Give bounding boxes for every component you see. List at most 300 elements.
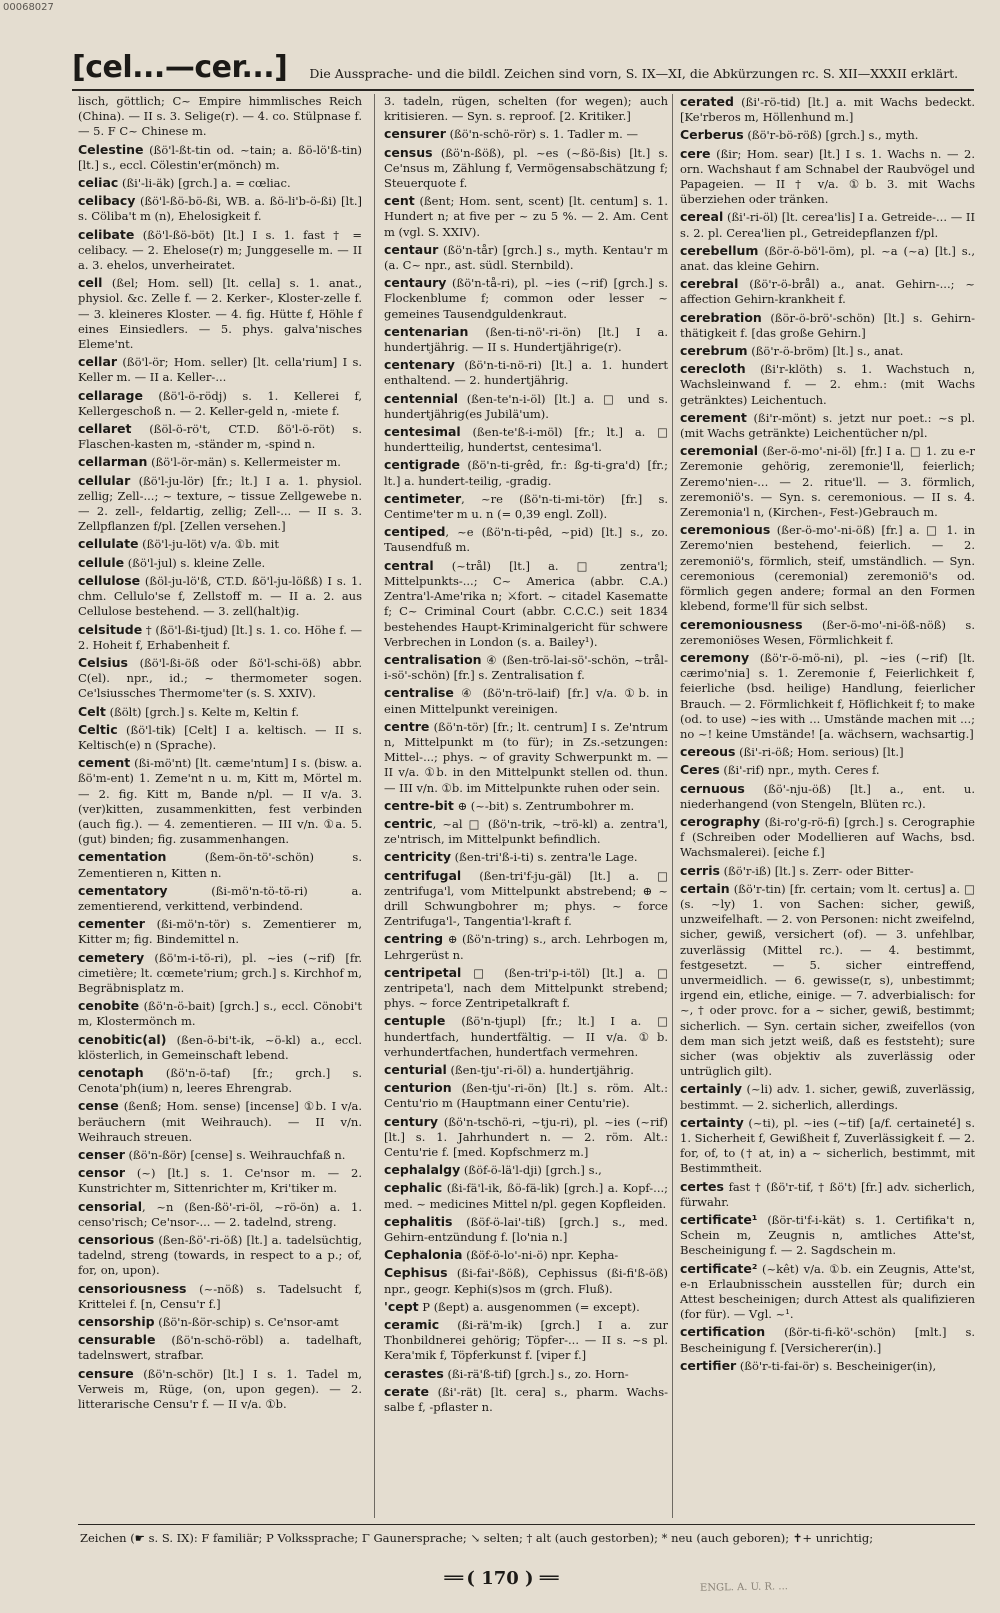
entry-definition: fast † (ßö'r-tif, † ßö't) [fr.] adv. sicherlich, fürwahr. — [680, 1179, 975, 1209]
dictionary-entry — [384, 324, 668, 355]
entry-definition: (ßi-mö'n-tö-tö-ri) a. zementierend, verkittend, verbindend. — [78, 883, 362, 913]
entry-headword: centrifugal — [384, 867, 462, 883]
entry-headword: censer — [78, 1147, 125, 1162]
entry-headword: cenobite — [78, 998, 140, 1014]
dictionary-entry — [78, 849, 362, 880]
entry-headword: cellular — [78, 472, 131, 488]
entry-definition: (ßi-mö'n-tör) s. Zementierer m, Kitter m; fig. Bindemittel n. — [78, 917, 362, 947]
dictionary-entry — [78, 555, 362, 571]
entry-definition: (ßö'n-ö-taf) [fr.; grch.] s. Cenota'ph(ium) n, leeres Ehrengrab. — [78, 1065, 362, 1096]
entry-definition: (ßö'-nju-öß) [lt.] a., ent. u. niederhangend (von Stengeln, Blüten rc.). — [680, 781, 975, 811]
entry-definition: (ßenß; Hom. sense) [incense] ①b. I v/a. beräuchern (mit Weihrauch). — II v/n. Weihrauch streuen. — [78, 1099, 362, 1144]
entry-headword: Cerberus — [680, 127, 744, 143]
entry-headword: censure — [78, 1365, 134, 1381]
dictionary-entry — [384, 391, 668, 422]
page-number: ══ ( 170 ) ══ — [444, 1568, 556, 1589]
dictionary-entry — [78, 275, 362, 352]
entry-definition: (ßöf-ö-lo'-ni-ö) npr. Kepha- — [462, 1248, 619, 1263]
dictionary-entry — [78, 94, 362, 140]
entry-headword: celsitude — [78, 621, 143, 637]
page-number-ornament: ══ — [539, 1568, 556, 1589]
dictionary-entry — [78, 175, 362, 191]
entry-definition: ⊕ (~-bit) s. Zentrumbohrer m. — [453, 798, 635, 813]
entry-definition: (~kêt) v/a. ①b. ein Zeugnis, Atte'st, e-n Erlaubnisschein ausstellen für; durch ein Attest bescheinigen; durch Attest als qualifizieren (for für). — Vgl. ~¹. — [680, 1261, 975, 1322]
entry-headword: ceremony — [680, 649, 750, 665]
entry-headword: ceremonious — [680, 522, 771, 538]
entry-definition: (ßö'l-ju-löt) v/a. ①b. mit — [138, 537, 279, 552]
entry-headword: cephalitis — [384, 1213, 453, 1229]
dictionary-entry — [680, 443, 975, 520]
entry-headword: centimeter — [384, 490, 462, 506]
entry-definition: (ßör-ti-fi-kö'-schön) [mlt.] s. Bescheinigung f. [Versicherer(in).] — [680, 1325, 975, 1355]
entry-definition: (ßö'n-ö-bait) [grch.] s., eccl. Cönobi't m, Klostermönch m. — [78, 999, 362, 1029]
entry-headword: Cephisus — [384, 1265, 448, 1281]
dictionary-entry — [384, 652, 668, 683]
entry-headword: centaur — [384, 241, 439, 257]
dictionary-entry — [680, 310, 975, 341]
entry-definition: (ßi-fai'-ßöß), Cephissus (ßi-fi'ß-öß) npr., geogr. Kephi(s)sos m (grch. Fluß). — [384, 1266, 668, 1296]
dictionary-entry — [384, 931, 668, 962]
entry-definition: (ßöl-ju-lö'ß, CT.D. ßö'l-ju-lößß) I s. 1. chm. Cellulo'se f, Zellstoff m. — II a. 2. aus Cellulose bestehend. — 3. zell(halt)ig. — [78, 573, 362, 619]
dictionary-entry — [78, 1032, 362, 1063]
dictionary-entry — [680, 522, 975, 614]
dictionary-entry — [384, 965, 668, 1012]
entry-definition: (~li) adv. 1. sicher, gewiß, zuverlässig, bestimmt. — 2. sicherlich, allerdings. — [680, 1082, 975, 1112]
dictionary-entry — [680, 243, 975, 274]
dictionary-entry — [680, 1179, 975, 1210]
dictionary-entry — [384, 1247, 668, 1263]
dictionary-entry — [78, 916, 362, 947]
entry-definition: (~ti), pl. ~ies (~tif) [a/f. certaineté] s. 1. Sicherheit f, Gewißheit f, Zuverlässigkeit f. — 2. for, of, to († at, in) a ~ sicherlich, bestimmt, mit Bestimmtheit. — [680, 1115, 975, 1176]
dictionary-entry — [78, 1098, 362, 1145]
entry-definition: (ßöf-ö-lä'l-dji) [grch.] s., — [460, 1163, 602, 1178]
entry-headword: Celsius — [78, 654, 128, 670]
entry-definition: , ~al □ (ßö'n-trik, ~trö-kl) a. zentra'l, ze'ntrisch, im Mittelpunkt befindlich. — [384, 816, 668, 847]
entry-headword: centripetal — [384, 964, 462, 980]
entry-definition: (ßö'n-tschö-ri, ~tju-ri), pl. ~ies (~rif) [lt.] s. 1. Jahrhundert n. — 2. röm. Alt.: Centu'rie f. [med. Kopfschmerz m.] — [384, 1114, 668, 1159]
dictionary-entry — [384, 1062, 668, 1078]
dictionary-entry — [78, 388, 362, 419]
entry-definition: (ßöf-ö-lai'-tiß) [grch.] s., med. Gehirn-entzündung f. [lo'nia n.] — [384, 1214, 668, 1245]
entry-headword: cemetery — [78, 949, 145, 965]
entry-definition: ④ (ßö'n-trö-laif) [fr.] v/a. ①b. in einen Mittelpunkt vereinigen. — [384, 686, 668, 716]
dictionary-entry — [384, 868, 668, 930]
entry-definition: (ßer-ö-mo'-ni-öß) [fr.] a. □ 1. in Zeremo'nien bestehend, feierlich. — 2. zeremoniö's, förmlich, steif, umständlich. — Syn. ceremonious (ceremonial) zeremoniö's od. förmlich gegen andere; formal an den Formen klebend, forme'll für sich selbst. — [680, 523, 975, 614]
entry-headword: cerebration — [680, 309, 762, 325]
dictionary-entry — [384, 1114, 668, 1161]
entry-definition: (ßö'l-ö-rödj) s. 1. Kellerei f, Kellergeschoß n. — 2. Keller-geld n, -miete f. — [78, 388, 362, 418]
dictionary-entry — [78, 998, 362, 1029]
entry-headword: cerement — [680, 409, 747, 425]
dictionary-entry — [384, 849, 668, 865]
entry-definition: (ßö'r-ö-mö-ni), pl. ~ies (~rif) [lt. cærimo'nia] s. 1. Zeremonie f, Feierlichkeit f, feierliche (bsd. heilige) Handlung, feierlicher Brauch. — 2. Förmlichkeit f, Höflichkeit f; to make (od. to use) ~ies with ... Umstände machen mit ...; no ~! keine Umstände! [a. wächsern, wachsartig.] — [680, 650, 975, 741]
dictionary-entry — [680, 209, 975, 240]
entry-headword: cellule — [78, 554, 125, 570]
dictionary-entry — [384, 1384, 668, 1415]
entry-headword: certificate¹ — [680, 1212, 758, 1228]
entry-headword: central — [384, 557, 434, 573]
entry-headword: censorship — [78, 1314, 155, 1330]
entry-definition: (ßö'l-ßi-öß oder ßö'l-schi-öß) abbr. C(el). npr., id.; ~ thermometer sogen. Ce'lsiussches Thermome'ter (s. S. XXIV). — [78, 655, 362, 701]
entry-headword: 'cept — [384, 1298, 419, 1314]
entry-definition: (ßö'n-schö-rör) s. 1. Tadler m. — — [445, 127, 638, 142]
page-number-ornament: ══ — [444, 1568, 461, 1589]
dictionary-entry — [680, 1324, 975, 1355]
entry-headword: centralisation — [384, 651, 482, 667]
entry-definition: (ßö'm-i-tö-ri), pl. ~ies (~rif) [fr. cimetière; lt. cœmete'rium; grch.] s. Kirchhof m, Begräbnisplatz m. — [78, 950, 362, 995]
entry-definition: (ßent; Hom. sent, scent) [lt. centum] s. 1. Hundert n; at five per ~ zu 5 %. — 2. Am. Cent m (vgl. S. XXIV). — [384, 194, 668, 239]
entry-definition: (ßer-ö-mo'-ni-öl) [fr.] I a. □ 1. zu e-r Zeremonie gehörig, zeremonie'll, feierlich; Zeremo'nien-... — 2. ritue'll. — 3. förmlich, zeremoniö's. — Syn. s. ceremonious. — II s. 4. Zeremonia'l n, (Kirchen-, Fest-)Gebrauch m. — [680, 444, 975, 520]
entry-definition: (ßö'l-jul) s. kleine Zelle. — [124, 555, 266, 570]
entry-definition: (ßi'r-mönt) s. jetzt nur poet.: ~s pl. (mit Wachs getränkte) Leichentücher n/pl. — [680, 410, 975, 441]
entry-definition: (ßö'n-tör) [fr.; lt. centrum] I s. Ze'ntrum n, Mittelpunkt m (to für); in Zs.-setzungen: Mittel-...; phys. ~ of gravity Schwerpunkt m. — II v/a. ①b. in den Mittelpunkt stellen od. thun. — III v/n. ①b. im Mittelpunkte ruhen oder sein. — [384, 719, 668, 795]
entry-headword: cerated — [680, 94, 734, 109]
dictionary-entry — [78, 655, 362, 702]
entry-definition: (ßö'l-ju-lör) [fr.; lt.] I a. 1. physiol. zellig; Zell-...; ~ texture, ~ tissue Zellgewebe n. — 2. zell-, feldartig, zellig; Zell-... — II s. 3. Zellpflanzen f/pl. [Zellen versehen.] — [78, 473, 362, 534]
entry-headword: centesimal — [384, 424, 461, 440]
dictionary-entry — [384, 357, 668, 388]
entry-headword: certain — [680, 880, 730, 896]
archive-id: 00068027 — [3, 2, 54, 13]
entry-headword: cenobitic(al) — [78, 1031, 167, 1047]
entry-definition: (ßöl-ö-rö't, CT.D. ßö'l-ö-röt) s. Flaschen-kasten m, -ständer m, -spind n. — [78, 422, 362, 452]
entry-definition: (ßör-ti'f-i-kät) s. 1. Certifika't n, Schein m, Zeugnis n, amtliches Atte'st, Bescheinigung f. — 2. Sagdschein m. — [680, 1213, 975, 1258]
entry-definition: (ßö'n-tår) [grch.] s., myth. Kentau'r m (a. C~ npr., ast. südl. Sternbild). — [384, 242, 668, 273]
dictionary-entry — [680, 617, 975, 648]
dictionary-entry — [384, 94, 668, 124]
dictionary-entry — [680, 744, 975, 760]
entry-headword: ceremonial — [680, 443, 759, 459]
dictionary-entry — [384, 798, 668, 814]
dictionary-entry — [78, 622, 362, 653]
entry-headword: cellarman — [78, 454, 148, 470]
dictionary-entry — [78, 142, 362, 173]
entry-headword: centuple — [384, 1013, 446, 1029]
entry-definition: (ßö'n-tjupl) [fr.; lt.] I a. □ hundertfach, hundertfältig. — II v/a. ①b. verhundertfachen, hundertfach vermehren. — [384, 1014, 668, 1059]
entry-definition: (ßö'l-ßö-böt) [lt.] I s. 1. fast † = celibacy. — 2. Ehelose(r) m; Junggeselle m. — II a. 3. ehelos, unverheiratet. — [78, 227, 362, 273]
entry-headword: cementation — [78, 849, 167, 865]
entry-headword: cerris — [680, 862, 720, 878]
entry-definition: (ßö'n-schö-röbl) a. tadelhaft, tadelnswert, strafbar. — [78, 1333, 362, 1363]
entry-definition: (ßö'r-iß) [lt.] s. Zerr- oder Bitter- — [719, 863, 914, 878]
entry-definition: , ~e (ßö'n-ti-pêd, ~pid) [lt.] s., zo. Tausendfuß m. — [384, 525, 668, 555]
entry-definition: (ßö'n-ßör) [cense] s. Weihrauchfaß n. — [124, 1148, 346, 1162]
entry-headword: ceramic — [384, 1317, 440, 1333]
entry-headword: certificate² — [680, 1260, 758, 1276]
dictionary-entry — [680, 762, 975, 778]
entry-definition: (~) [lt.] s. 1. Ce'nsor m. — 2. Kunstrichter m, Sittenrichter m, Kri'tiker m. — [78, 1166, 362, 1196]
entry-headword: cereal — [680, 209, 724, 225]
entry-definition: (ßen-te'n-i-öl) [lt.] a. □ und s. hundertjährig(es Jubilä'um). — [384, 391, 668, 421]
page-header — [72, 44, 982, 84]
entry-definition: (ßölt) [grch.] s. Kelte m, Keltin f. — [105, 704, 300, 719]
dictionary-entry — [680, 814, 975, 861]
dictionary-entry — [384, 1366, 668, 1382]
entry-headword: centring — [384, 931, 444, 947]
entry-definition: (~trål) [lt.] a. □ zentra'l; Mittelpunkts-...; C~ America (abbr. C.A.) Zentra'l-Ame'rika n; ⚔fort. ~ citadel Kasematte f; C~ Criminal Court (abbr. C.C.C.) seit 1834 bestehendes Haupt-Kriminalgericht für schwere Verbrechen in London (s. a. Bailey¹). — [384, 558, 668, 649]
entry-headword: centre-bit — [384, 797, 454, 813]
dictionary-entry — [384, 1013, 668, 1060]
dictionary-entry — [384, 1317, 668, 1364]
dictionary-entry — [384, 524, 668, 555]
footer-legend: Zeichen (☛ s. S. IX): F familiär; P Volkssprache; Γ Gaunersprache; ↘ selten; † alt (auch gestorben); * neu (auch geboren); ✝+ unrichtig; — [80, 1531, 874, 1545]
entry-headword: cenotaph — [78, 1064, 144, 1080]
dictionary-entry — [78, 704, 362, 720]
bleed-through-text: ENGL. A. U. R. ... — [699, 1581, 788, 1594]
dictionary-entry — [384, 1080, 668, 1111]
dictionary-entry — [78, 722, 362, 753]
dictionary-entry — [680, 146, 975, 208]
entry-headword: cellulate — [78, 536, 139, 552]
page-range-title: [cel...—cer...] — [72, 50, 288, 85]
entry-definition: (ßö'n-ßör-schip) s. Ce'nsor-amt — [154, 1315, 339, 1330]
dictionary-entry — [78, 1332, 362, 1363]
entry-definition: , ~n (ßen-ßö'-ri-öl, ~rö-ön) a. 1. censo'risch; Ce'nsor-... — 2. tadelnd, streng. — [78, 1199, 362, 1229]
dictionary-entry — [384, 719, 668, 796]
entry-definition: (ßen-ti-nö'-ri-ön) [lt.] I a. hundertjährig. — II s. Hundertjährige(r). — [384, 324, 668, 355]
dictionary-entry — [384, 1299, 668, 1315]
header-divider — [72, 89, 974, 91]
entry-definition: (ßi-rä'm-ik) [grch.] I a. zur Thonbildnerei gehörig; Töpfer-... — II s. ~s pl. Kera'mik f, Töpferkunst f. [viper f.] — [384, 1318, 668, 1363]
dictionary-entry — [680, 127, 975, 143]
dictionary-entry — [384, 1162, 668, 1178]
entry-headword: cementer — [78, 916, 145, 932]
entry-definition: (ßö'l-tik) [Celt] I a. keltisch. — II s. Keltisch(e) n (Sprache). — [78, 722, 362, 752]
entry-definition: (ßi'r-klöth) s. 1. Wachstuch n, Wachsleinwand f. — 2. ehm.: (mit Wachs getränktes) Leichentuch. — [680, 362, 975, 407]
dictionary-entry — [384, 126, 668, 142]
dictionary-entry — [78, 193, 362, 224]
entry-definition: (ßö'r-bö-röß) [grch.] s., myth. — [743, 128, 919, 143]
entry-headword: ceremoniousness — [680, 616, 803, 632]
dictionary-entry — [78, 1314, 362, 1330]
entry-definition: (ßö'n-ßöß), pl. ~es (~ßö-ßis) [lt.] s. Ce'nsus m, Zählung f, Vermögensabschätzung f; Steuerquote f. — [384, 145, 668, 191]
entry-headword: cement — [78, 755, 131, 771]
entry-headword: cerebellum — [680, 242, 759, 258]
entry-headword: certainly — [680, 1081, 743, 1097]
entry-definition: ④ (ßen-trö-lai-sö'-schön, ~trål-i-sö'-schön) [fr.] s. Zentralisation f. — [384, 652, 668, 683]
dictionary-entry — [680, 1358, 975, 1374]
dictionary-entry — [78, 883, 362, 914]
dictionary-entry — [384, 242, 668, 273]
entry-headword: censoriousness — [78, 1280, 187, 1296]
dictionary-entry — [680, 650, 975, 742]
dictionary-entry — [384, 1214, 668, 1245]
entry-definition: (ßi'-ri-öl) [lt. cerea'lis] I a. Getreide-... — II s. 2. pl. Cerea'lien pl., Getreidepflanzen f/pl. — [680, 210, 975, 240]
entry-definition: (ßen-ö-bi't-ik, ~ö-kl) a., eccl. klösterlich, in Gemeinschaft lebend. — [78, 1032, 362, 1062]
entry-definition: , ~re (ßö'n-ti-mi-tör) [fr.] s. Centime'ter m u. n (= 0,39 engl. Zoll). — [384, 491, 668, 522]
entry-headword: centiped — [384, 524, 446, 540]
entry-definition: (~-nöß) s. Tadelsucht f, Krittelei f. [n, Censu'r f.] — [78, 1281, 362, 1311]
entry-headword: cementatory — [78, 882, 168, 898]
entry-headword: Ceres — [680, 762, 720, 778]
dictionary-entry — [680, 881, 975, 1080]
dictionary-entry — [78, 1165, 362, 1196]
entry-definition: (ßi'-rät) [lt. cera] s., pharm. Wachs-salbe f, -pflaster n. — [384, 1384, 668, 1415]
dictionary-entry — [384, 193, 668, 240]
entry-definition: P (ßept) a. ausgenommen (= except). — [418, 1299, 640, 1314]
entry-definition: (ßö'r-ö-bröm) [lt.] s., anat. — [747, 344, 904, 359]
entry-headword: century — [384, 1113, 438, 1129]
entry-headword: censorial — [78, 1198, 142, 1214]
entry-headword: centric — [384, 815, 433, 831]
dictionary-entry — [384, 145, 668, 192]
entry-headword: cephalalgy — [384, 1162, 461, 1178]
entry-definition: (ßö'l-ör-män) s. Kellermeister m. — [147, 455, 341, 470]
entry-headword: centre — [384, 718, 430, 734]
dictionary-entry — [384, 457, 668, 488]
column-divider — [672, 94, 673, 1518]
entry-headword: cellarage — [78, 387, 143, 403]
entry-definition: ⊕ (ßö'n-tring) s., arch. Lehrbogen m, Lehrgerüst n. — [384, 932, 668, 962]
entry-headword: certifier — [680, 1357, 737, 1373]
dictionary-entry — [680, 361, 975, 408]
entry-definition: □ (ßen-tri'p-i-töl) [lt.] a. □ zentripeta'l, nach dem Mittelpunkt strebend; phys. ~ force Zentripetalkraft f. — [384, 965, 668, 1011]
entry-headword: cephalic — [384, 1180, 443, 1196]
entry-definition: (ßen-ßö'-ri-öß) [lt.] a. tadelsüchtig, tadelnd, streng (towards, in respect to a p.; of, for, on, upon). — [78, 1233, 362, 1278]
entry-headword: centenary — [384, 357, 455, 373]
dictionary-entry — [680, 1212, 975, 1259]
dictionary-entry — [78, 227, 362, 274]
entry-headword: centricity — [384, 849, 452, 865]
dictionary-entry — [78, 454, 362, 470]
entry-headword: centralise — [384, 685, 454, 701]
entry-headword: cerate — [384, 1383, 429, 1399]
entry-definition: (ßi'-rif) npr., myth. Ceres f. — [719, 763, 880, 778]
entry-definition: (ßen-te'ß-i-möl) [fr.; lt.] a. □ hundertteilig, hundertst, centesima'l. — [384, 425, 668, 455]
dictionary-entry — [78, 354, 362, 385]
dictionary-entry — [78, 421, 362, 452]
entry-definition: (ßi-mö'nt) [lt. cæme'ntum] I s. (bisw. a. ßö'm-ent) 1. Zeme'nt n u. m, Kitt m, Mörtel m. — 2. fig. Kitt m, Bande n/pl. — II v/a. 3. (ver)kitten, zusammenkitten, fest verbinden (auch fig.). — 4. zementieren. — III v/n. ①a. 5. (gut) binden; fig. zusammenhangen. — [78, 756, 362, 847]
dictionary-entry — [680, 343, 975, 359]
entry-headword: cereous — [680, 744, 736, 760]
entry-headword: certainty — [680, 1114, 744, 1130]
entry-definition: (ßi-fä'l-ik, ßö-fä-lik) [grch.] a. Kopf-...; med. ~ medicines Mittel n/pl. gegen Kopfleiden. — [384, 1181, 668, 1211]
entry-definition: (ßen-tri'ß-i-ti) s. zentra'le Lage. — [451, 850, 638, 865]
entry-headword: Celt — [78, 703, 106, 719]
entry-headword: cell — [78, 275, 103, 291]
entry-definition: (ßi'-li-äk) [grch.] a. = cœliac. — [118, 176, 291, 191]
dictionary-entry — [78, 755, 362, 847]
entry-headword: centurial — [384, 1061, 447, 1077]
dictionary-entry — [78, 573, 362, 620]
dictionary-entry — [680, 1261, 975, 1323]
entry-definition: (ßö'l-ßö-bö-ßi, WB. a. ßö-li'b-ö-ßi) [lt.] s. Cöliba't m (n), Ehelosigkeit f. — [78, 194, 362, 224]
entry-headword: celiac — [78, 175, 119, 191]
dictionary-entry — [78, 1281, 362, 1312]
dictionary-entry — [680, 781, 975, 812]
entry-headword: census — [384, 144, 433, 160]
column-right — [680, 94, 975, 1376]
entry-headword: Cephalonia — [384, 1247, 463, 1263]
entry-definition: † (ßö'l-ßi-tjud) [lt.] s. 1. co. Höhe f. — 2. Hoheit f, Erhabenheit f. — [78, 622, 362, 652]
dictionary-entry — [384, 816, 668, 847]
entry-definition: (ßi-rä'ß-tif) [grch.] s., zo. Horn- — [443, 1366, 629, 1381]
dictionary-entry — [78, 1065, 362, 1096]
entry-headword: cerebral — [680, 276, 739, 292]
entry-definition: (ßö'r-ö-brål) a., anat. Gehirn-...; ~ affection Gehirn-krankheit f. — [680, 277, 975, 307]
entry-headword: centurion — [384, 1080, 452, 1096]
entry-headword: censor — [78, 1165, 125, 1181]
dictionary-entry — [78, 1147, 362, 1163]
entry-definition: (ßen-tju'-ri-ön) [lt.] s. röm. Alt.: Centu'rio m (Hauptmann einer Centu'rie). — [384, 1081, 668, 1111]
entry-definition: (ßen-tju'-ri-öl) a. hundertjährig. — [446, 1062, 634, 1077]
dictionary-entry — [680, 94, 975, 125]
dictionary-entry — [680, 1081, 975, 1112]
header-notice: Die Aussprache- und die bildl. Zeichen sind vorn, S. IX—XI, die Abkürzungen rc. S. XII—XXXII erklärt. — [309, 66, 959, 81]
entry-definition: 3. tadeln, rügen, schelten (for wegen); auch kritisieren. — Syn. s. reproof. [2. Kritiker.] — [384, 94, 668, 124]
entry-definition: (ßel; Hom. sell) [lt. cella] s. 1. anat., physiol. &c. Zelle f. — 2. Kerker-, Kloster-zelle f. — 3. kleineres Kloster. — 4. fig. Hütte f, Höhle f eines Einsiedlers. — 5. phys. galva'nisches Eleme'nt. — [78, 276, 362, 352]
entry-headword: censurable — [78, 1332, 156, 1348]
entry-headword: Celtic — [78, 721, 118, 737]
entry-headword: cerastes — [384, 1365, 444, 1381]
page-number-value: 170 — [481, 1568, 519, 1589]
entry-headword: cellaret — [78, 421, 132, 437]
footer-divider — [78, 1524, 975, 1525]
dictionary-entry — [78, 950, 362, 997]
entry-definition: (ßem-ön-tö'-schön) s. Zementieren n, Kitten n. — [78, 850, 362, 880]
entry-headword: centaury — [384, 275, 447, 291]
entry-headword: centigrade — [384, 457, 461, 473]
entry-definition: (ßö'r-tin) [fr. certain; vom lt. certus] a. □ (s. ~ly) 1. von Sachen: sicher, gewiß, unzweifelhaft. — 2. von Personen: nicht zweifelnd, sicher, gewiß, versichert (of). — 3. unfehlbar, zuverlässig (Mittel rc.). — 4. bestimmt, festgesetzt. — 5. sicher eintreffend, unvermeidlich. — 6. gewisse(r, s), unbestimmt; irgend ein, etliche, einige. — 7. adverbialisch: for ~, † oder provc. for a ~ sicher, gewiß, bestimmt; sicherlich. — Syn. certain sicher, zweifellos (von dem man sich jetzt weiß, daß es feststeht); sure sicher (was objektiv als zuverlässig oder untrüglich gilt). — [680, 881, 975, 1079]
entry-headword: centenarian — [384, 323, 469, 339]
entry-definition: (ßi'-rö-tid) [lt.] a. mit Wachs bedeckt. [Ke'rberos m, Höllenhund m.] — [680, 95, 975, 125]
entry-definition: (ßö'n-ti-grêd, fr.: ßg-ti-gra'd) [fr.; lt.] a. hundert-teilig, -gradig. — [384, 458, 668, 488]
entry-headword: celibacy — [78, 193, 136, 209]
dictionary-entry — [384, 275, 668, 322]
entry-headword: cernuous — [680, 780, 745, 796]
entry-headword: Celestine — [78, 141, 144, 157]
dictionary-entry — [78, 473, 362, 535]
entry-definition: (ßö'n-ti-nö-ri) [lt.] a. 1. hundert enthaltend. — 2. hundertjährig. — [384, 358, 668, 388]
entry-headword: cere — [680, 145, 711, 161]
dictionary-entry — [384, 1180, 668, 1211]
entry-definition: (ßö'l-ßt-tin od. ~tain; a. ßö-lö'ß-tin) [lt.] s., eccl. Cölestin'er(mönch) m. — [78, 142, 362, 172]
entry-definition: (ßir; Hom. sear) [lt.] I s. 1. Wachs n. — 2. orn. Wachshaut f am Schnabel der Raubvögel und Papageien. — II † v/a. ①b. 3. mit Wachs überziehen oder tränken. — [680, 146, 975, 207]
entry-definition: (ßö'n-schör) [lt.] I s. 1. Tadel m, Verweis m, Rüge, (on, upon gegen). — 2. litterarische Censu'r f. — II v/a. ①b. — [78, 1366, 362, 1412]
column-middle — [384, 94, 668, 1417]
entry-definition: (ßö'n-tå-ri), pl. ~ies (~rif) [grch.] s. Flockenblume f; common oder lesser ~ gemeines Tausendguldenkraut. — [384, 276, 668, 321]
dictionary-entry — [680, 1115, 975, 1177]
entry-headword: censurer — [384, 126, 446, 142]
entry-headword: centennial — [384, 390, 459, 406]
dictionary-entry — [78, 1199, 362, 1230]
dictionary-entry — [78, 1366, 362, 1413]
dictionary-entry — [78, 536, 362, 552]
dictionary-entry — [680, 863, 975, 879]
entry-headword: cent — [384, 193, 415, 209]
entry-definition: (ßer-ö-mo'-ni-öß-nöß) s. zeremoniöses Wesen, Förmlichkeit f. — [680, 617, 975, 647]
dictionary-entry — [680, 276, 975, 307]
entry-definition: (ßör-ö-brö'-schön) [lt.] s. Gehirn-thätigkeit f. [das große Gehirn.] — [680, 310, 975, 340]
entry-headword: cellar — [78, 354, 118, 370]
entry-headword: cerebrum — [680, 343, 748, 359]
entry-headword: censorious — [78, 1232, 155, 1248]
entry-headword: cerography — [680, 813, 761, 829]
column-divider — [374, 94, 375, 1518]
dictionary-entry — [384, 558, 668, 650]
entry-headword: certification — [680, 1324, 766, 1340]
entry-definition: (ßö'r-ti-fai-ör) s. Bescheiniger(in), — [736, 1358, 937, 1373]
column-left — [78, 94, 362, 1414]
entry-headword: cense — [78, 1098, 119, 1114]
entry-headword: celibate — [78, 226, 135, 242]
dictionary-entry — [384, 491, 668, 522]
dictionary-entry — [78, 1232, 362, 1279]
entry-definition: (ßi'-ri-öß; Hom. serious) [lt.] — [735, 745, 904, 760]
entry-headword: cerecloth — [680, 361, 746, 377]
entry-definition: (ßen-tri'f-ju-gäl) [lt.] a. □ zentrifuga'l, vom Mittelpunkt abstrebend; ⊕ ~ drill Schwungbohrer m; phys. ~ force Zentrifuga'l-, Tangentia'l-kraft f. — [384, 868, 668, 929]
entry-headword: cellulose — [78, 572, 141, 588]
